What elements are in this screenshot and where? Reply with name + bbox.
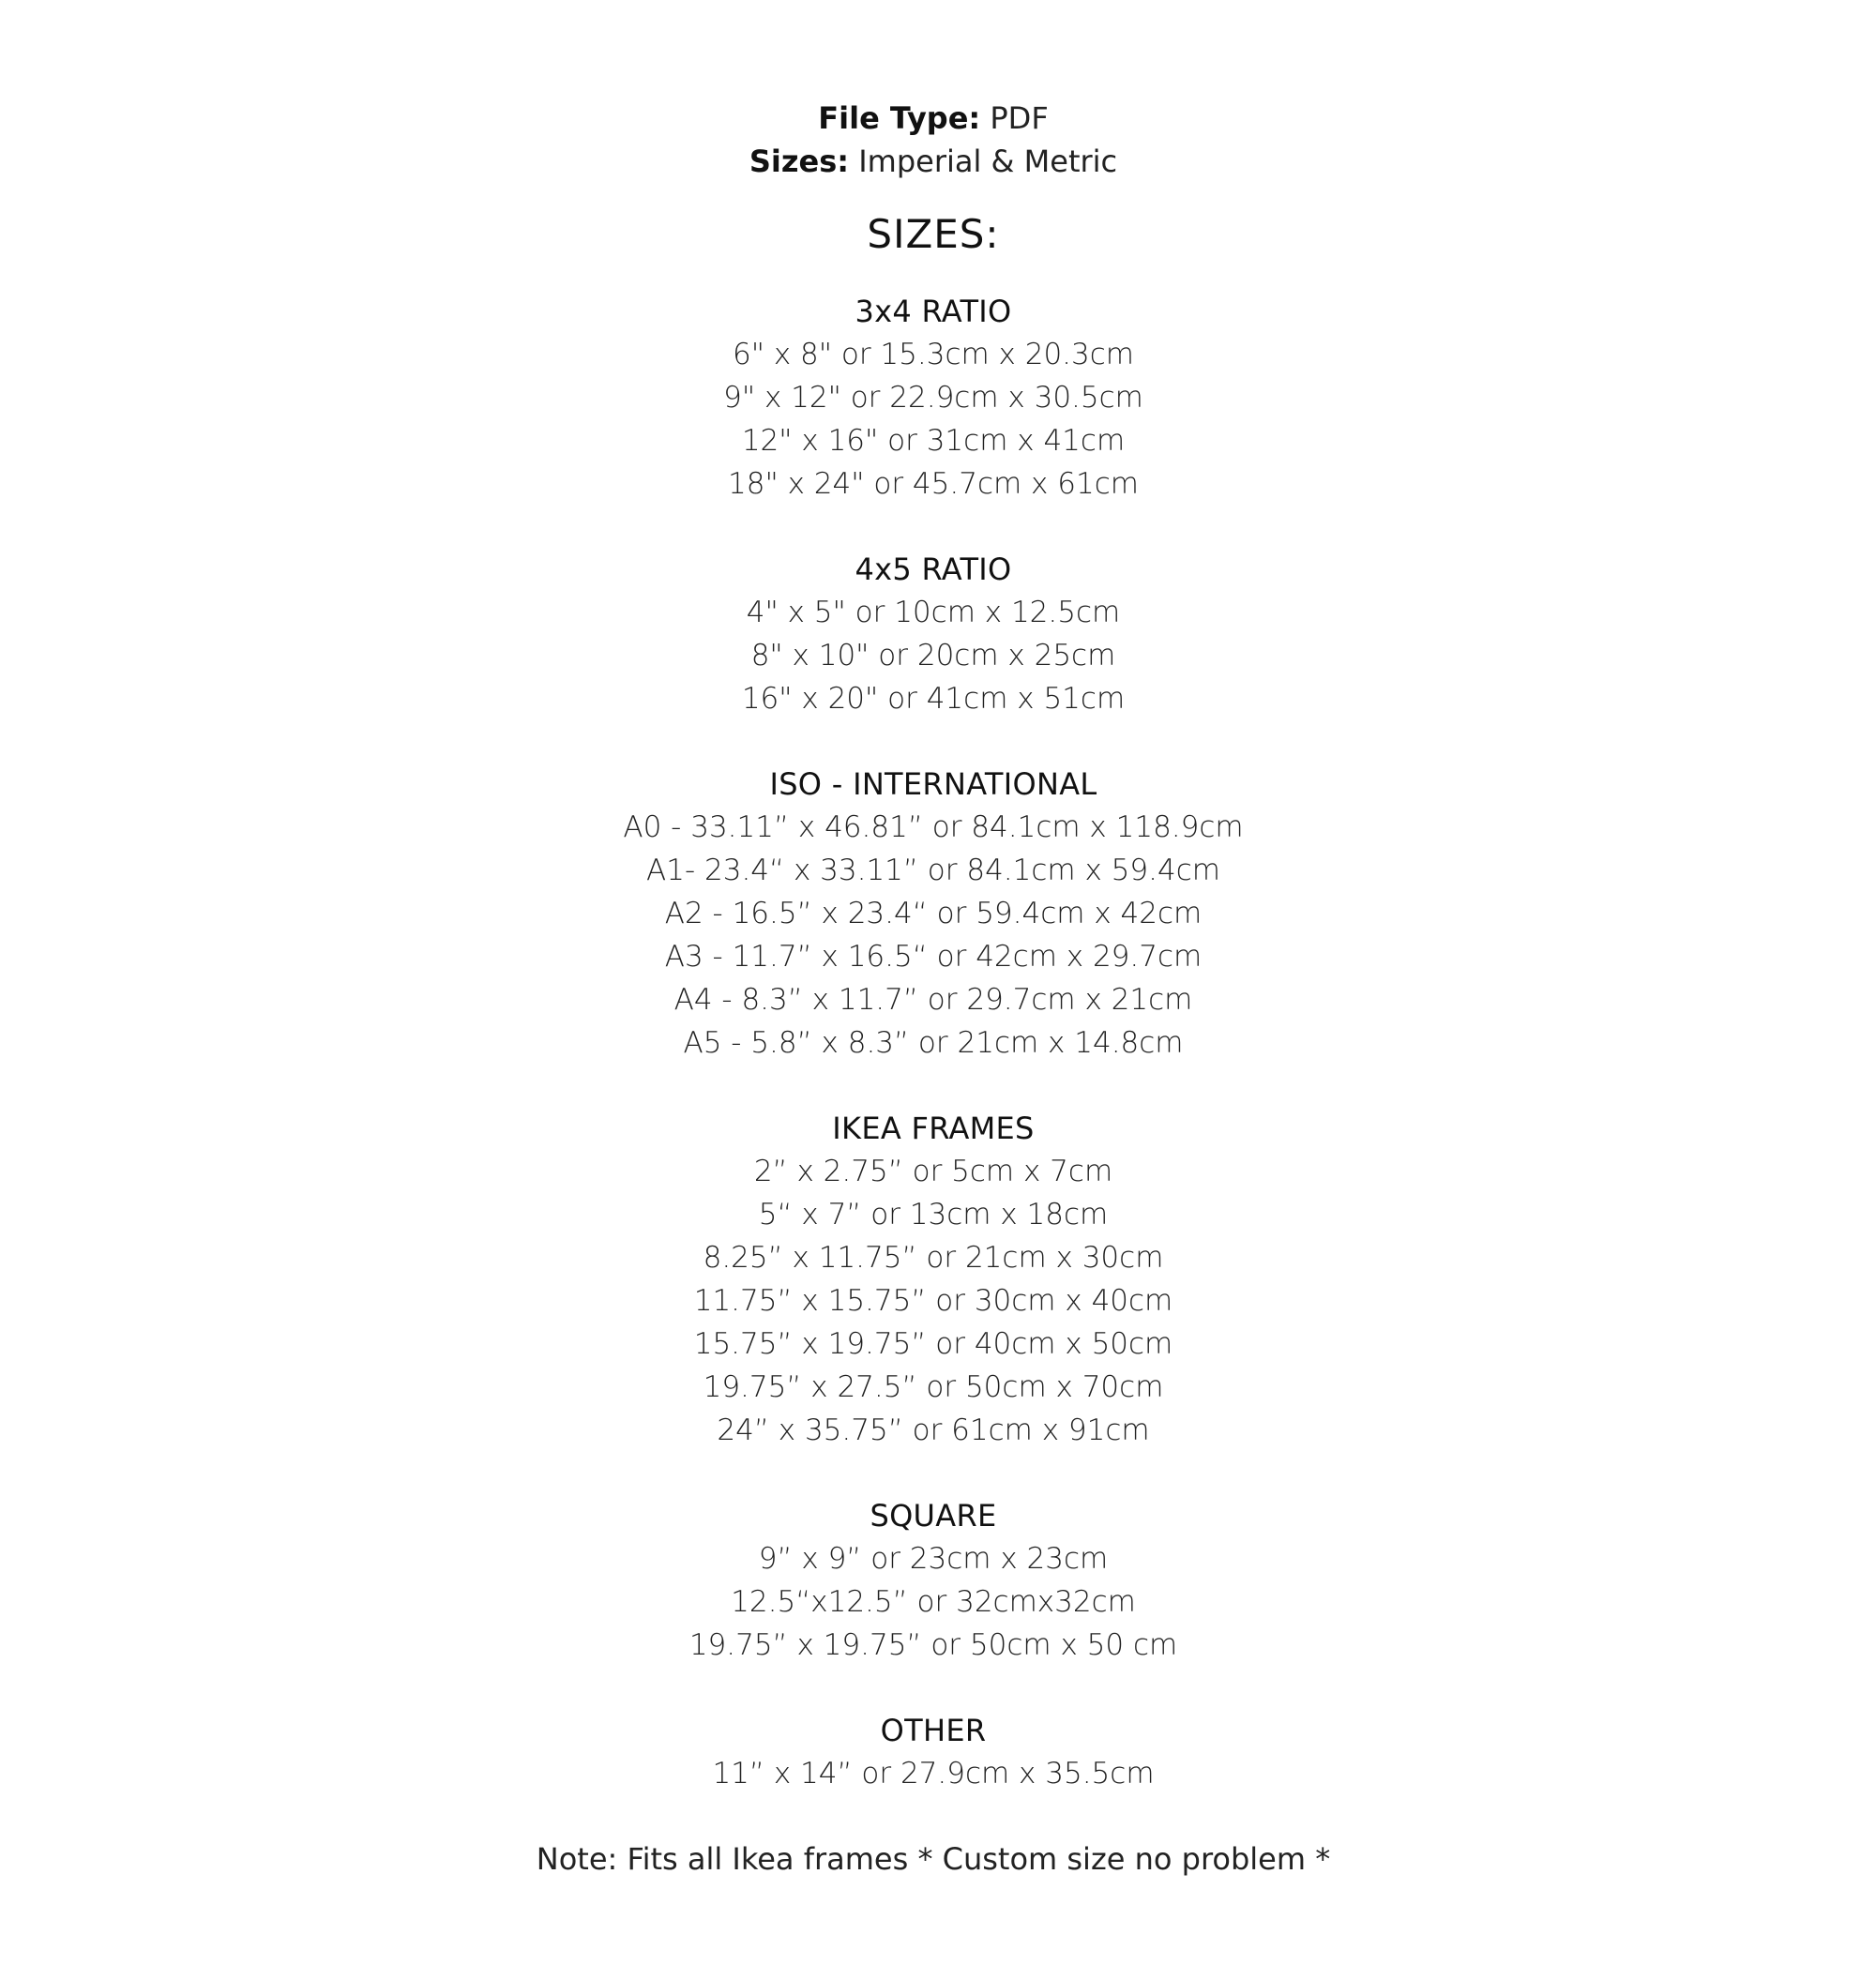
- size-row: 12.5“x12.5” or 32cmx32cm: [731, 1585, 1136, 1619]
- section-title: 4x5 RATIO: [855, 552, 1012, 587]
- section-title: IKEA FRAMES: [832, 1111, 1035, 1146]
- size-row: 5“ x 7” or 13cm x 18cm: [758, 1198, 1109, 1232]
- file-type-label: File Type:: [818, 100, 981, 136]
- size-row: 24” x 35.75” or 61cm x 91cm: [717, 1413, 1150, 1447]
- size-section: [0, 290, 1876, 506]
- sizes-label: Sizes:: [749, 144, 850, 179]
- size-row: 11” x 14” or 27.9cm x 35.5cm: [712, 1757, 1155, 1791]
- size-row: A5 - 5.8” x 8.3” or 21cm x 14.8cm: [683, 1026, 1184, 1060]
- size-row: 18" x 24" or 45.7cm x 61cm: [728, 467, 1139, 501]
- size-row: 6" x 8" or 15.3cm x 20.3cm: [732, 338, 1135, 371]
- sizes-heading: SIZES:: [867, 211, 1000, 257]
- size-row: 15.75” x 19.75” or 40cm x 50cm: [693, 1327, 1173, 1361]
- sizes-line: [0, 140, 1876, 183]
- size-row: A3 - 11.7” x 16.5“ or 42cm x 29.7cm: [664, 940, 1203, 974]
- size-section: [0, 1494, 1876, 1667]
- size-row: 8" x 10" or 20cm x 25cm: [750, 639, 1116, 673]
- file-info: [0, 0, 1876, 183]
- size-sections: [0, 290, 1876, 1795]
- section-title: OTHER: [880, 1713, 987, 1748]
- size-section: [0, 1107, 1876, 1452]
- size-row: 9” x 9” or 23cm x 23cm: [758, 1542, 1109, 1576]
- file-type-value: PDF: [990, 100, 1049, 136]
- size-row: A0 - 33.11” x 46.81” or 84.1cm x 118.9cm: [623, 810, 1244, 844]
- sizes-value: Imperial & Metric: [858, 144, 1118, 179]
- size-row: 8.25” x 11.75” or 21cm x 30cm: [703, 1241, 1164, 1275]
- size-row: A4 - 8.3” x 11.7” or 29.7cm x 21cm: [673, 983, 1193, 1017]
- size-row: 19.75” x 19.75” or 50cm x 50 cm: [688, 1628, 1178, 1662]
- size-section: [0, 1709, 1876, 1795]
- size-row: 4" x 5" or 10cm x 12.5cm: [746, 596, 1121, 629]
- size-row: A2 - 16.5” x 23.4“ or 59.4cm x 42cm: [664, 897, 1203, 930]
- size-row: 19.75” x 27.5” or 50cm x 70cm: [703, 1370, 1164, 1404]
- section-title: 3x4 RATIO: [855, 294, 1012, 329]
- section-title: ISO - INTERNATIONAL: [769, 766, 1097, 802]
- size-row: 16" x 20" or 41cm x 51cm: [741, 682, 1126, 716]
- section-title: SQUARE: [870, 1498, 997, 1534]
- size-section: [0, 763, 1876, 1065]
- size-row: 12" x 16" or 31cm x 41cm: [741, 424, 1126, 458]
- footer-note: Note: Fits all Ikea frames * Custom size no problem *: [536, 1841, 1331, 1877]
- size-row: 9" x 12" or 22.9cm x 30.5cm: [723, 381, 1143, 415]
- size-row: A1- 23.4“ x 33.11” or 84.1cm x 59.4cm: [646, 854, 1220, 887]
- file-type-line: [0, 97, 1876, 140]
- size-section: [0, 548, 1876, 720]
- size-row: 2” x 2.75” or 5cm x 7cm: [753, 1155, 1113, 1188]
- size-row: 11.75” x 15.75” or 30cm x 40cm: [693, 1284, 1173, 1318]
